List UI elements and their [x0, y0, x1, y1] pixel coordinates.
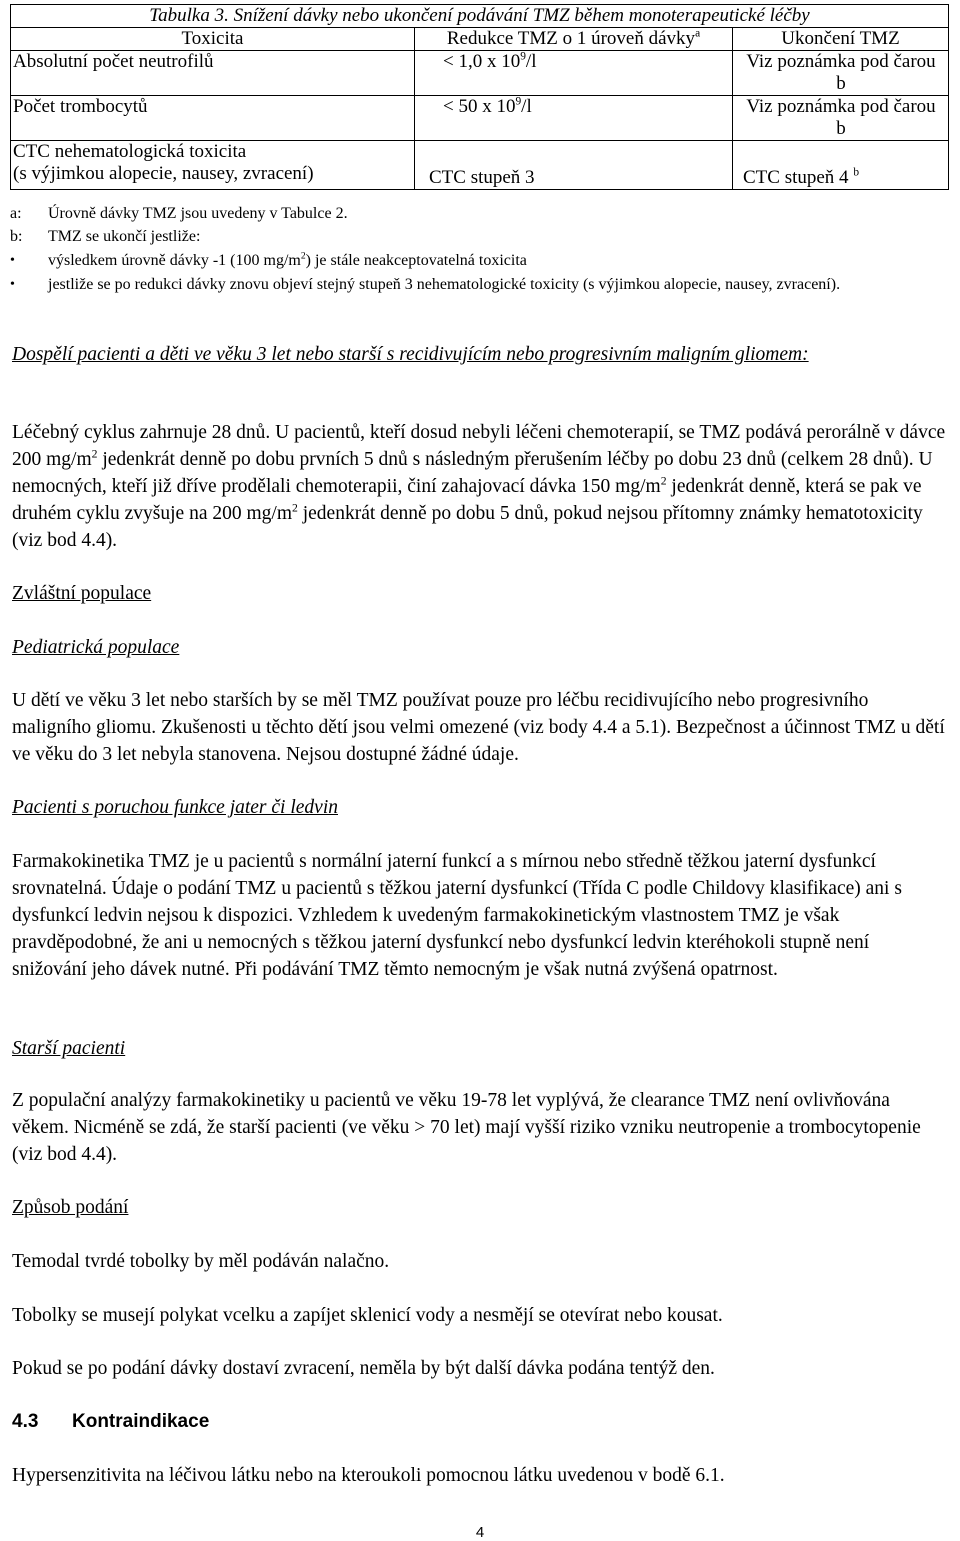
page-number: 4 [475, 1524, 485, 1541]
row-ctc-discontinuation: CTC stupeň 4 $^b$ [733, 141, 949, 190]
row-neutrophils-label: Absolutní počet neutrofilů [11, 51, 415, 96]
list-item: • výsledkem úrovně dávky -1 (100 $mg/m^2$) je stále neakceptovatelná toxicita [10, 250, 527, 269]
contraindications-paragraph: Hypersenzitivita na léčivou látku nebo na kteroukoli pomocnou látku uvedenou v bodě 6.1. [12, 1465, 725, 1486]
special-populations-heading: Zvláštní populace [12, 583, 152, 604]
table-row [11, 51, 949, 96]
header-toxicity: Toxicita [11, 28, 415, 51]
footnote-a: a: Úrovně dávky TMZ jsou uvedeny v Tabulce 2. [10, 205, 348, 222]
header-reduction: Redukce TMZ o 1 úroveň dávky$^a$ [415, 28, 733, 51]
administration-paragraph-3: Pokud se po podání dávky dostaví zvracení, neměla by být další dávka podána tentýž den. [12, 1358, 715, 1379]
table-row [11, 96, 949, 141]
row-ctc-reduction: CTC stupeň 3 [415, 141, 733, 190]
hepatic-paragraph: Farmakokinetika TMZ je u pacientů s normální jaterní funkcí a s mírnou nebo středně těžkou jaterní dysfunkcí srovnatelná. Údaje o podání TMZ u pacientů s těžkou jaterní dysfunkcí (Třída C podle Childovy klasifikace) ani s dysfunkcí ledvin nejsou k dispozici. Vzhledem k uvedeným farmakokinetickým vlastnostem TMZ je však pravděpodobné, že ani u nemocných s těžkou jaterní dysfunkcí nebo dysfunkcí ledvin kteréhokoli stupně není snižování jeho dávek nutné. Při podávání TMZ těmto nemocným je však nutná zvýšená opatrnost. [12, 851, 902, 980]
table-footnotes [10, 203, 950, 295]
hepatic-heading: Pacienti s poruchou funkce jater či ledvin [12, 797, 338, 818]
pediatric-paragraph: U dětí ve věku 3 let nebo starších by se měl TMZ používat pouze pro léčbu recidivujícího nebo progresivního maligního gliomu. Zkušenosti u těchto dětí jsou velmi omezené (viz body 4.4 a 5.1). Bezpečnost a účinnost TMZ u dětí ve věku do 3 let nebyla stanovena. Nejsou dostupné žádné údaje. [12, 690, 945, 765]
row-platelets-reduction: < 50 x $10^9/l$ [415, 96, 733, 141]
administration-paragraph-1: Temodal tvrdé tobolky by měl podáván nalačno. [12, 1251, 390, 1272]
row-neutrophils-reduction: < 1,0 x $10^9/l$ [415, 51, 733, 96]
administration-heading: Způsob podání [12, 1197, 129, 1218]
footnote-b: b: TMZ se ukončí jestliže: [10, 228, 201, 245]
table-caption: Tabulka 3. Snížení dávky nebo ukončení podávání TMZ během monoterapeutické léčby [11, 5, 949, 28]
row-platelets-discontinuation: Viz poznámka pod čarou b [733, 96, 949, 141]
row-platelets-label: Počet trombocytů [11, 96, 415, 141]
header-discontinuation: Ukončení TMZ [733, 28, 949, 51]
table-header-row [11, 28, 949, 51]
administration-paragraph-2: Tobolky se musejí polykat vcelku a zapíjet sklenicí vody a nesmějí se otevírat nebo kousat. [12, 1305, 723, 1326]
elderly-heading: Starší pacienti [12, 1038, 126, 1059]
list-item: • jestliže se po redukci dávky znovu objeví stejný stupeň 3 nehematologické toxicity (s výjimkou alopecie, nausey, zvracení). [10, 276, 841, 293]
bullet-icon: • [10, 277, 15, 292]
section-heading-contraindications: 4.3 Kontraindikace [12, 1411, 210, 1432]
dose-reduction-table [10, 4, 949, 190]
adults-paragraph: Léčebný cyklus zahrnuje 28 dnů. U pacientů, kteří dosud nebyli léčeni chemoterapií, se TMZ podává perorálně v dávce 200 $mg/m^2$ jedenkrát denně po dobu prvních 5 dnů s následným přerušením léčby po dobu 23 dnů (celkem 28 dnů). U nemocných, kteří již dříve prodělali chemoterapii, činí zahajovací dávka 150 $mg/m^2$ jedenkrát denně, která se pak ve druhém cyklu zvyšuje na 200 $mg/m^2$ jedenkrát denně po dobu 5 dnů, pokud nejsou přítomny známky hematotoxicity (viz bod 4.4). [12, 422, 946, 551]
elderly-paragraph: Z populační analýzy farmakokinetiky u pacientů ve věku 19-78 let vyplývá, že clearance TMZ není ovlivňována věkem. Nicméně se zdá, že starší pacienti (ve věku > 70 let) mají vyšší riziko vzniku neutropenie a trombocytopenie (viz bod 4.4). [12, 1090, 921, 1165]
bullet-icon: • [10, 253, 15, 268]
pediatric-heading: Pediatrická populace [12, 637, 180, 658]
adults-heading: Dospělí pacienti a děti ve věku 3 let nebo starší s recidivujícím nebo progresivním maligním gliomem: [12, 344, 809, 365]
table-row [11, 141, 949, 190]
row-ctc-label: CTC nehematologická toxicita (s výjimkou alopecie, nausey, zvracení) [11, 141, 415, 190]
row-neutrophils-discontinuation: Viz poznámka pod čarou b [733, 51, 949, 96]
